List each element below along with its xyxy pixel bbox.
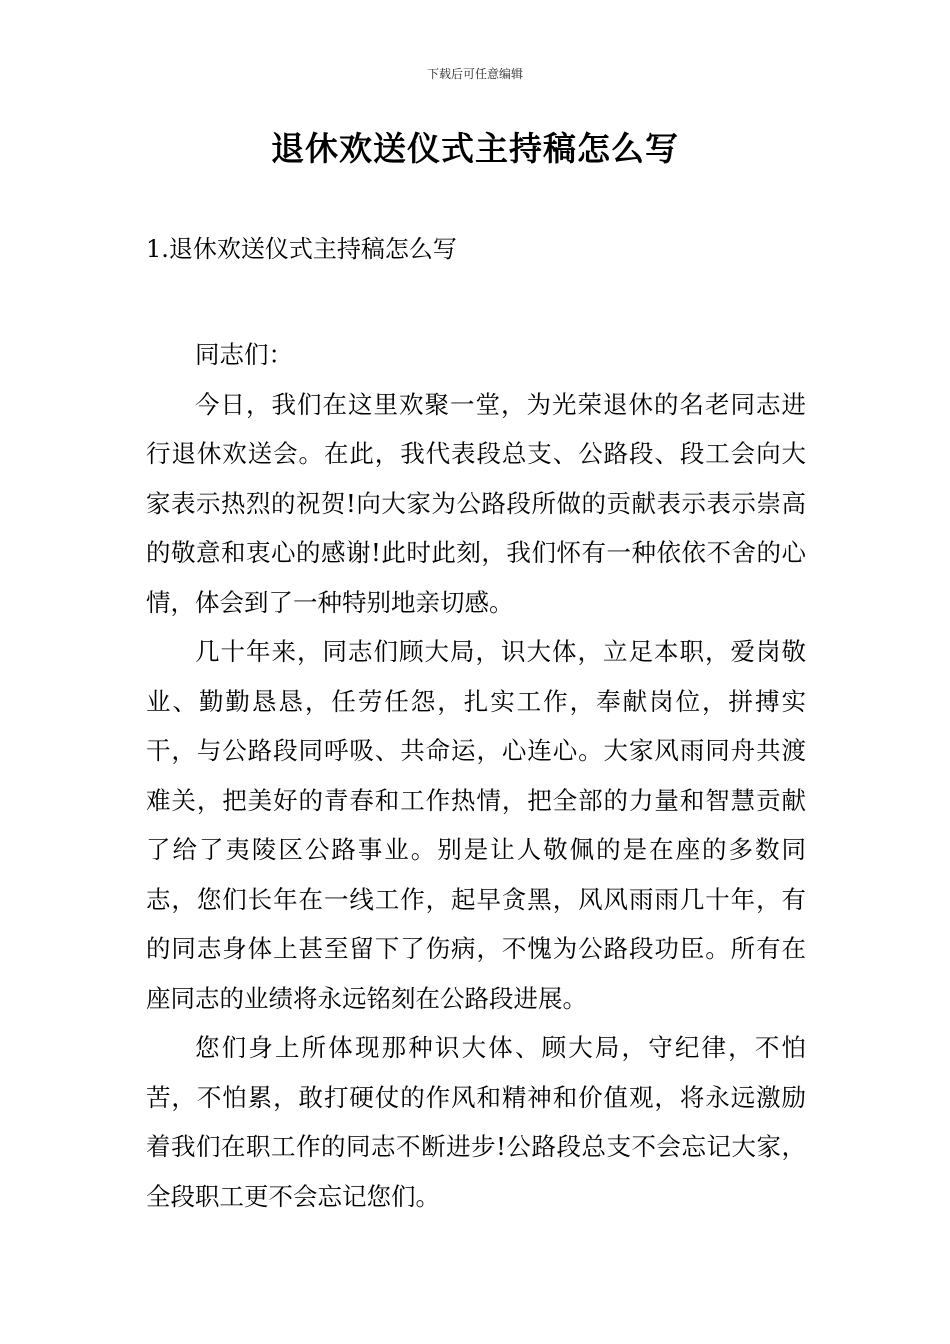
header-note: 下载后可任意编辑 (426, 67, 523, 81)
paragraph-1: 今日，我们在这里欢聚一堂，为光荣退休的名老同志进行退休欢送会。在此，我代表段总支、公路段、段工会向大家表示热烈的祝贺!向大家为公路段所做的贡献表示表示崇高的敬意和衷心的感谢!此时此刻，我们怀有一种依依不舍的心情，体会到了一种特别地亲切感。 (146, 389, 806, 617)
paragraph-3: 您们身上所体现那种识大体、顾大局，守纪律，不怕苦，不怕累，敢打硬仗的作风和精神和价值观，将永远激励着我们在职工作的同志不断进步!公路段总支不会忘记大家，全段职工更不会忘记您们。 (146, 1033, 806, 1211)
paragraph-salutation: 同志们： (195, 340, 293, 369)
paragraph-2: 几十年来，同志们顾大局，识大体，立足本职，爱岗敬业、勤勤恳恳，任劳任怨，扎实工作，奉献岗位，拼搏实干，与公路段同呼吸、共命运，心连心。大家风雨同舟共渡难关，把美好的青春和工作热情，把全部的力量和智慧贡献了给了夷陵区公路事业。别是让人敬佩的是在座的多数同志，您们长年在一线工作，起早贪黑，风风雨雨几十年，有的同志身体上甚至留下了伤病，不愧为公路段功臣。所有在座同志的业绩将永远铭刻在公路段进展。 (146, 637, 806, 1013)
document-body (146, 330, 806, 1221)
section-heading: 1.退休欢送仪式主持稿怎么写 (146, 235, 457, 263)
document-title: 退休欢送仪式主持稿怎么写 (271, 129, 679, 168)
